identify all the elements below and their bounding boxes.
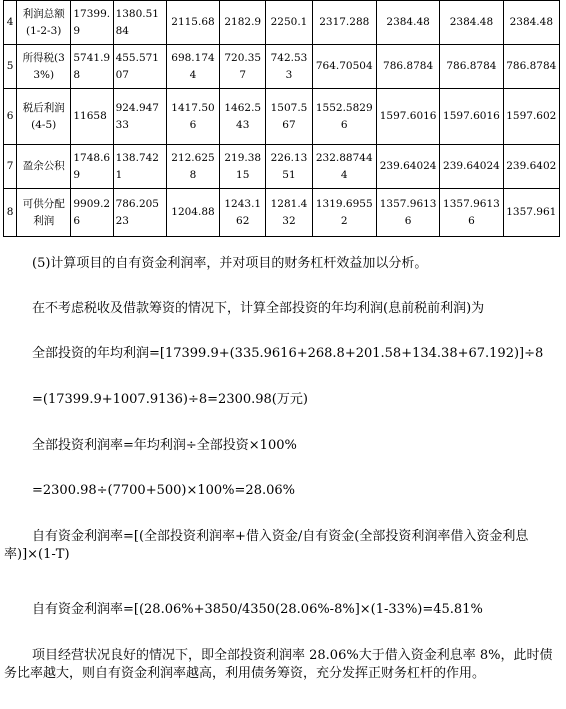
value-cell: 1597.6016 <box>376 89 439 145</box>
value-cell: 239.64024 <box>376 145 439 189</box>
value-cell: 1357.96136 <box>440 189 503 237</box>
row-name-cell: 盈余公积 <box>17 145 71 189</box>
value-cell: 720.357 <box>220 45 266 89</box>
value-cell: 212.6258 <box>166 145 219 189</box>
value-cell: 924.94733 <box>113 89 166 145</box>
row-index-cell: 7 <box>4 145 17 189</box>
value-cell: 1748.69 <box>71 145 113 189</box>
row-index-cell: 4 <box>4 1 17 45</box>
value-cell: 2384.48 <box>376 1 439 45</box>
value-cell: 11658 <box>71 89 113 145</box>
row-index-cell: 8 <box>4 189 17 237</box>
value-cell: 226.1351 <box>266 145 312 189</box>
formula-average-profit-result: =(17399.9+1007.9136)÷8=2300.98(万元) <box>32 392 308 407</box>
value-cell: 1204.88 <box>166 189 219 237</box>
row-name-cell: 税后利润(4-5) <box>17 89 71 145</box>
value-cell: 1417.506 <box>166 89 219 145</box>
table-row <box>4 45 560 89</box>
value-cell: 1319.69552 <box>312 189 376 237</box>
value-cell: 1552.58296 <box>312 89 376 145</box>
row-index-cell: 6 <box>4 89 17 145</box>
value-cell: 764.70504 <box>312 45 376 89</box>
formula-investment-return: 全部投资利润率=年均利润÷全部投资×100% <box>32 438 297 453</box>
formula-investment-return-result: =2300.98÷(7700+500)×100%=28.06% <box>32 483 295 498</box>
value-cell: 455.57107 <box>113 45 166 89</box>
value-cell: 1597.6016 <box>440 89 503 145</box>
paragraph-heading: (5)计算项目的自有资金利润率，并对项目的财务杠杆效益加以分析。 <box>32 256 428 271</box>
value-cell: 742.533 <box>266 45 312 89</box>
value-cell: 786.8784 <box>503 45 559 89</box>
row-index-cell: 5 <box>4 45 17 89</box>
value-cell: 786.20523 <box>113 189 166 237</box>
value-cell: 2115.68 <box>166 1 219 45</box>
value-cell: 9909.26 <box>71 189 113 237</box>
table-row <box>4 89 560 145</box>
value-cell: 786.8784 <box>376 45 439 89</box>
value-cell: 1507.567 <box>266 89 312 145</box>
table-row <box>4 189 560 237</box>
value-cell: 219.3815 <box>220 145 266 189</box>
value-cell: 1380.5184 <box>113 1 166 45</box>
paragraph-conclusion: 项目经营状况良好的情况下，即全部投资利润率 28.06%大于借入资金利息率 8%，此时债务比率越大，则自有资金利润率越高，利用债务筹资，充分发挥正财务杠杆的作用。 <box>4 648 553 681</box>
formula-average-profit: 全部投资的年均利润=[17399.9+(335.9616+268.8+201.58+134.38+67.192)]÷8 <box>32 346 544 361</box>
financial-table <box>3 0 560 237</box>
value-cell: 2384.48 <box>503 1 559 45</box>
value-cell: 786.8784 <box>440 45 503 89</box>
value-cell: 17399.9 <box>71 1 113 45</box>
value-cell: 239.6402 <box>503 145 559 189</box>
table-row <box>4 145 560 189</box>
value-cell: 1357.96136 <box>376 189 439 237</box>
value-cell: 1597.602 <box>503 89 559 145</box>
row-name-cell: 利润总额(1-2-3) <box>17 1 71 45</box>
value-cell: 1281.432 <box>266 189 312 237</box>
value-cell: 1462.543 <box>220 89 266 145</box>
formula-equity-return: 自有资金利润率=[(全部投资利润率+借入资金/自有资金(全部投资利润率借入资金利息率)]×(1-T) <box>4 529 529 562</box>
value-cell: 2250.1 <box>266 1 312 45</box>
paragraph-intro: 在不考虑税收及借款筹资的情况下，计算全部投资的年均利润(息前税前利润)为 <box>32 301 485 316</box>
formula-equity-return-result: 自有资金利润率=[(28.06%+3850/4350(28.06%-8%]×(1-33%)=45.81% <box>32 602 483 617</box>
value-cell: 2317.288 <box>312 1 376 45</box>
value-cell: 5741.98 <box>71 45 113 89</box>
value-cell: 1243.162 <box>220 189 266 237</box>
value-cell: 2182.9 <box>220 1 266 45</box>
table-row <box>4 1 560 45</box>
row-name-cell: 可供分配利润 <box>17 189 71 237</box>
row-name-cell: 所得税(33%) <box>17 45 71 89</box>
value-cell: 232.887444 <box>312 145 376 189</box>
value-cell: 138.7421 <box>113 145 166 189</box>
value-cell: 1357.961 <box>503 189 559 237</box>
value-cell: 239.64024 <box>440 145 503 189</box>
value-cell: 698.1744 <box>166 45 219 89</box>
value-cell: 2384.48 <box>440 1 503 45</box>
